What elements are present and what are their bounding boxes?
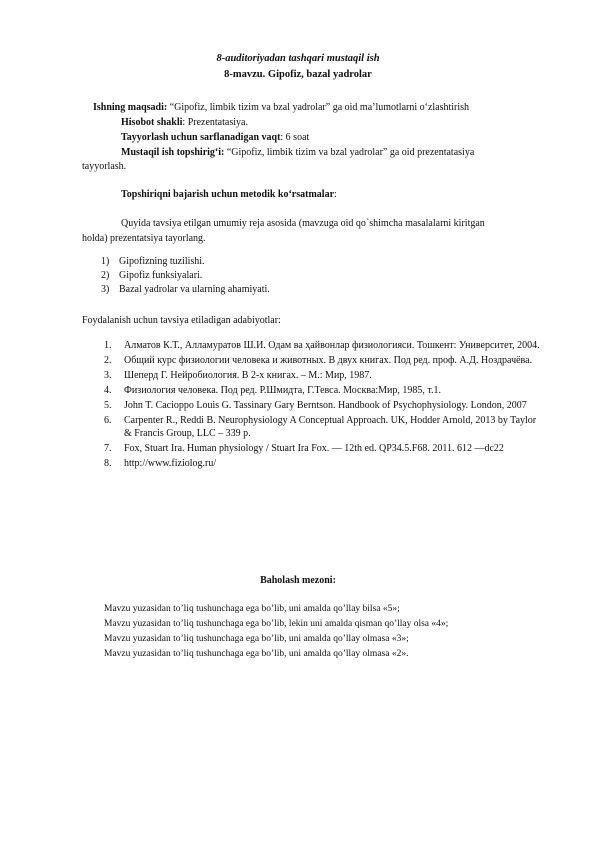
task-label: Mustaqil ish topshirig‘i: xyxy=(121,147,225,158)
method-heading-line: Topshiriqni bajarish uchun metodik ko‘rsatmalar: xyxy=(121,189,337,200)
list-item: 7. Fox, Stuart Ira. Human physiology / Stuart Ira Fox. — 12th ed. QP34.5.F68. 2011. 612 —dc22 xyxy=(104,443,504,454)
method-paragraph-cont: holda) prezentatsiya tayorlang. xyxy=(82,233,206,244)
list-item: 8. http://www.fiziolog.ru/ xyxy=(104,458,217,469)
literature-heading: Foydalanish uchun tavsiya etiladigan adabiyotlar: xyxy=(82,315,281,326)
plan-list xyxy=(101,255,521,297)
list-item: 1) Gipofizning tuzilishi. xyxy=(101,256,205,267)
document-title: 8-mavzu. Gipofiz, bazal yadrolar xyxy=(224,69,372,80)
criteria-item: Mavzu yuzasidan to’liq tushunchaga ega bo’lib, uni amalda qo’llay olmasa «3»; xyxy=(104,634,409,644)
time-label: Tayyorlash uchun sarflanadigan vaqt xyxy=(121,132,281,143)
report-line xyxy=(121,116,248,130)
method-heading: Topshiriqni bajarish uchun metodik ko‘rsatmalar xyxy=(121,189,335,200)
task-text: “Gipofiz, limbik tizim va bzal yadrolar” ga oid prezentatasiya xyxy=(224,147,475,158)
list-item: 2. Общий курс физиологии человека и животных. В двух книгах. Под ред. проф. А.Д. Ноздрачёва. xyxy=(104,355,533,366)
criteria-item: Mavzu yuzasidan to’liq tushunchaga ega bo’lib, uni amalda qo’llay olmasa «2». xyxy=(104,649,409,659)
literature-list xyxy=(104,339,544,472)
time-text: : 6 soat xyxy=(280,132,310,143)
report-label: Hisobot shakli xyxy=(121,117,183,128)
list-item: 2) Gipofiz funksiyalari. xyxy=(101,270,203,281)
criteria-heading: Baholash mezoni: xyxy=(260,575,336,586)
report-text: : Prezentatasiya. xyxy=(182,117,248,128)
list-item: 3) Bazal yadrolar va ularning ahamiyati. xyxy=(101,284,270,295)
list-item: 3. Шеперд Г. Нейробиология. В 2-х книгах. – М.: Мир, 1987. xyxy=(104,370,372,381)
goal-text: “Gipofiz, limbik tizim va bzal yadrolar” ga oid ma’lumotlarni o‘zlashtirish xyxy=(167,102,470,113)
list-item: 6. Carpenter R., Reddi B. Neurophysiology A Conceptual Approach. UK, Hodder Arnold, 2013 by Taylor & Francis Group, LLC – 339 p. xyxy=(104,415,537,439)
time-line xyxy=(121,131,309,145)
criteria-item: Mavzu yuzasidan to’liq tushunchaga ega bo’lib, uni amalda qo’llay bilsa «5»; xyxy=(104,604,400,614)
task-line xyxy=(121,146,474,160)
criteria-item: Mavzu yuzasidan to’liq tushunchaga ega bo’lib, lekin uni amalda qisman qo’llay olsa «4»; xyxy=(104,619,449,629)
goal-line xyxy=(93,101,469,115)
list-item: 1. Алматов К.Т., Алламуратов Ш.И. Одам ва ҳайвонлар физиологияси. Тошкент: Университет, 2004. xyxy=(104,340,540,351)
goal-label: Ishning maqsadi: xyxy=(93,102,168,113)
list-item: 5. John T. Cacioppo Louis G. Tassinary Gary Berntson. Handbook of Psychophysiology. London, 2007 xyxy=(104,400,527,411)
task-line-cont: tayyorlash. xyxy=(82,161,127,172)
list-item: 4. Физиология человека. Под ред. Р.Шмидта, Г.Тевса. Москва:Мир, 1985, т.1. xyxy=(104,385,442,396)
method-paragraph: Quyida tavsiya etilgan umumiy reja asosida (mavzuga oid qo`shimcha masalalarni kiritgan xyxy=(121,218,485,229)
document-subtitle: 8-auditoriyadan tashqari mustaqil ish xyxy=(216,53,380,64)
